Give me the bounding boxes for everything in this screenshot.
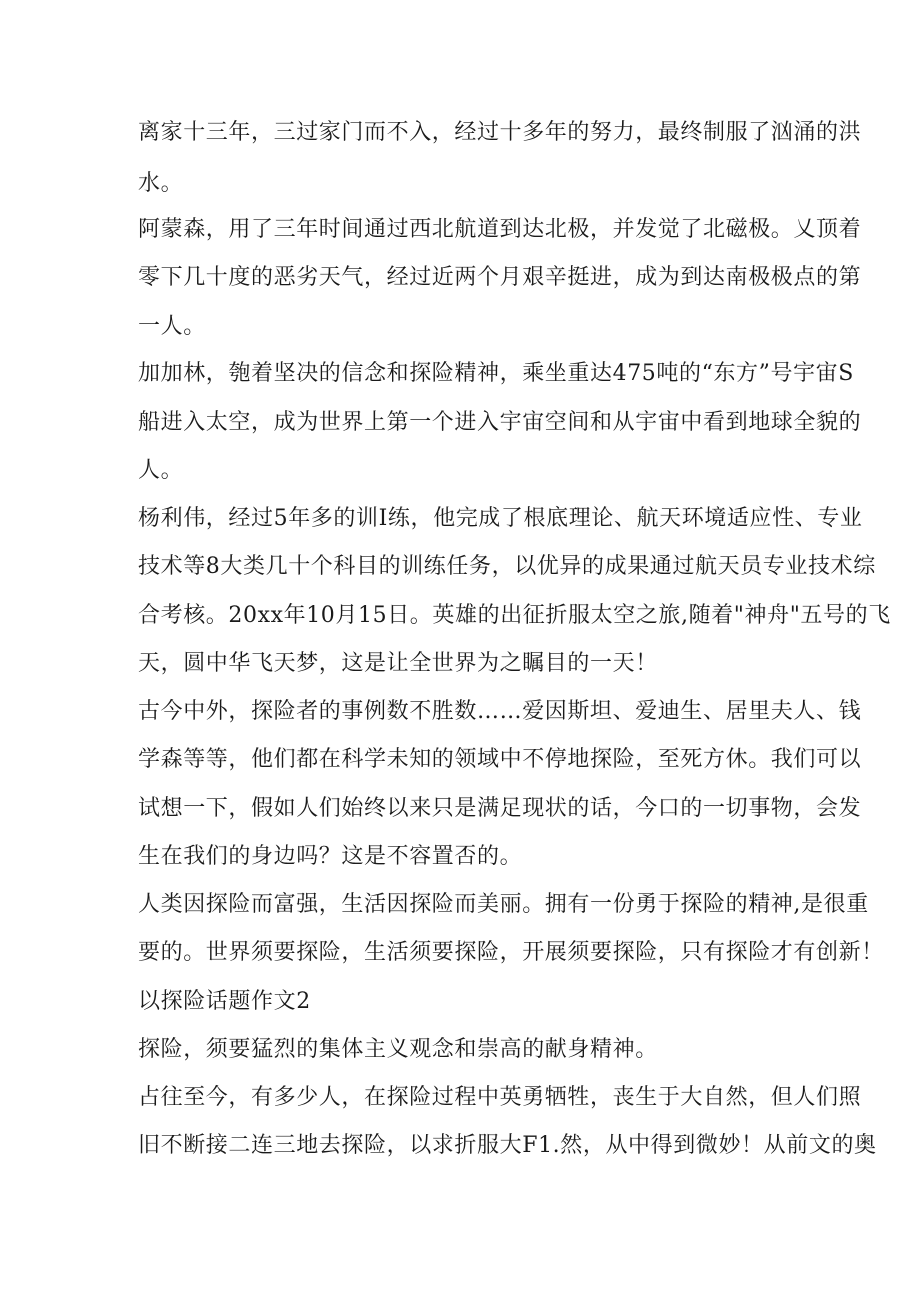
- text-line: 船进入太空，成为世界上第一个进入宇宙空间和从宇宙中看到地球全貌的: [138, 410, 862, 435]
- text-line: 要的。世界须要探险，生活须要探险，开展须要探险，只有探险才有创新！: [138, 940, 884, 965]
- text-line: 人。: [138, 458, 184, 483]
- text-line: 离家十三年，三过家门而不入，经过十多年的努力，最终制服了汹涌的洪: [138, 120, 862, 145]
- text-line: 占往至今，有多少人，在探险过程中英勇牺牲，丧生于大自然，但人们照: [138, 1085, 862, 1110]
- text-line: 天，圆中华飞天梦，这是让全世界为之瞩目的一天！: [138, 651, 658, 676]
- text-line: 人类因探险而富强，生活因探险而美丽。拥有一份勇于探险的精神,是很重: [138, 892, 869, 917]
- text-line: 探险，须要猛烈的集体主义观念和崇高的献身精神。: [138, 1037, 658, 1062]
- text-line: 生在我们的身边吗？这是不容置否的。: [138, 844, 523, 869]
- text-line: 阿蒙森，用了三年时间通过西北航道到达北极，并发觉了北磁极。乂顶着: [138, 217, 862, 242]
- text-line: 零下几十度的恶劣天气，经过近两个月艰辛挺进，成为到达南极极点的第: [138, 265, 862, 290]
- text-line: 古今中外，探险者的事例数不胜数……爱因斯坦、爱迪生、居里夫人、钱: [138, 699, 862, 724]
- text-line: 技术等8大类几十个科目的训练任务，以优异的成果通过航天员专业技术综: [138, 554, 876, 579]
- text-line: 旧不断接二连三地去探险，以求折服大F1.然，从中得到微妙！从前文的奥: [138, 1133, 877, 1158]
- text-line: 水。: [138, 171, 184, 196]
- section-heading: 以探险话题作文2: [138, 989, 311, 1014]
- text-line: 合考核。20xx年10月15日。英雄的出征折服太空之旅,随着"神舟"五号的飞: [138, 603, 891, 628]
- text-line: 试想一下，假如人们始终以来只是满足现状的话，今口的一切事物，会发: [138, 796, 862, 821]
- text-line: 杨利伟，经过5年多的训I练，他完成了根底理论、航天环境适应性、专业: [138, 506, 863, 531]
- text-line: 加加林，匏着坚决的信念和探险精神，乘坐重达475吨的“东方”号宇宙S: [138, 361, 854, 386]
- text-line: 学森等等，他们都在科学未知的领域中不停地探险，至死方休。我们可以: [138, 747, 862, 772]
- text-line: 一人。: [138, 314, 206, 339]
